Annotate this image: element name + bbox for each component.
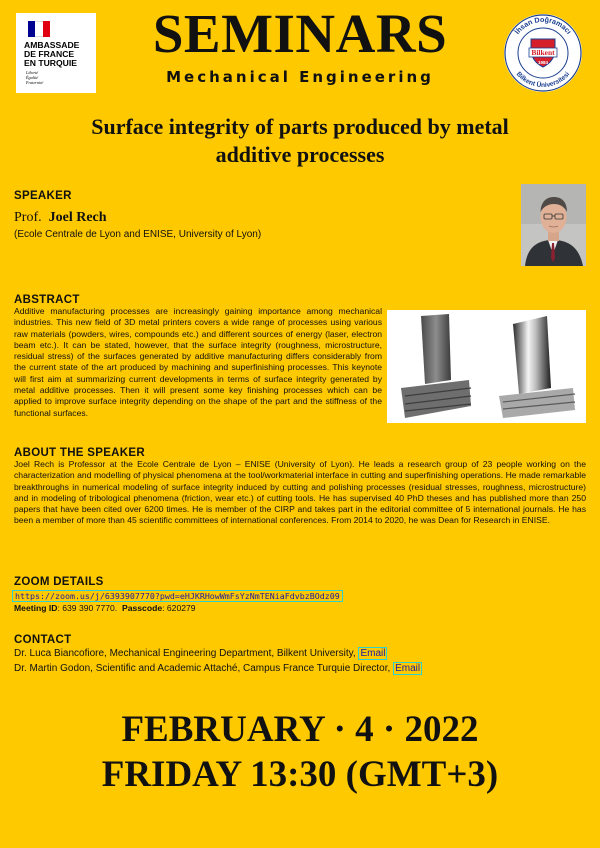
zoom-heading: ZOOM DETAILS <box>14 576 104 588</box>
event-date: FEBRUARY · 4 · 2022 <box>121 709 479 750</box>
seal-ring-bottom-text: Bilkent Üniversitesi <box>514 70 572 89</box>
about-heading: ABOUT THE SPEAKER <box>14 447 145 459</box>
event-time: FRIDAY 13:30 (GMT+3) <box>101 754 499 795</box>
contact-line-2: Dr. Martin Godon, Scientific and Academic Attaché, Campus France Turquie Director, Email <box>14 663 421 674</box>
embassy-name: AMBASSADE DE FRANCE EN TURQUIE <box>24 40 80 68</box>
email-link-2[interactable]: Email <box>395 663 421 674</box>
speaker-photo <box>521 184 586 266</box>
speaker-name: Prof. Joel Rech <box>14 210 107 225</box>
seal-year: 1984 <box>537 60 549 65</box>
contact-line-1: Dr. Luca Biancofiore, Mechanical Engineering Department, Bilkent University, Email <box>14 648 386 659</box>
contact-heading: CONTACT <box>14 634 72 646</box>
email-link-1[interactable]: Email <box>360 648 386 659</box>
abstract-heading: ABSTRACT <box>14 294 80 306</box>
zoom-meeting-info: Meeting ID: 639 390 7770. Passcode: 620279 <box>14 603 196 613</box>
turbine-blades-image <box>387 310 586 423</box>
talk-title: Surface integrity of parts produced by metal additive processes <box>91 114 509 167</box>
seal-center-text: Bilkent <box>531 48 555 58</box>
page-subtitle: Mechanical Engineering <box>166 68 434 86</box>
embassy-motto: Liberté Égalité Fraternité <box>26 70 44 85</box>
about-text: Joel Rech is Professor at the Ecole Centrale de Lyon – ENISE (University of Lyon). He leads a research group of 23 people working on the characterization and modelling of physical phenomena at the tool/workmaterial interface in cutting and superfinishing operations. He made remarkable breakthroughs in numerical modeling of surface integrity induced by cutting and polishing processes (residual stresses, roughness, microstructure) and in modeling of tribological phenomena (friction, wear etc.) of cutting tools. He has supervised 40 PhD theses and has published more than 250 papers that have been cited over 6200 times. He is member of the CIRP and takes part in the editorial committee of 5 international journals. He has been a member of more than 45 scientific committees of international conferences. From 2014 to 2020, he was Dean for Research in ENISE. <box>14 459 586 526</box>
seal-ring-top-text: İhsan Doğramacı <box>512 14 574 36</box>
abstract-text: Additive manufacturing processes are increasingly gaining importance among mechanical industries. This new field of 3D metal printers covers a wide range of processes using various raw materials (powders, wires, compounds etc.) and different sources of energy (laser, electron beam etc.). It can be stated, however, that the surface integrity (roughness, microstructure, residual stress) of the surfaces generated by additive manufacturing differs considerably from the current state of the art produced by machining and superfinishing processes. This keynote will first aim at summarizing current developments in terms of surface integrity generated by metal additive processes. Then it will present some key finishing processes which can be applied to improve surface integrity depending on the shape of the part and the stiffness of the functional surfaces. <box>14 306 382 418</box>
speaker-heading: SPEAKER <box>14 190 72 202</box>
zoom-link[interactable]: https://zoom.us/j/6393907770?pwd=eHJKRHowWmFsYzNmTENiaFdvbzBOdz09 <box>12 590 343 602</box>
bilkent-seal-logo <box>503 13 583 93</box>
speaker-affiliation: (Ecole Centrale de Lyon and ENISE, University of Lyon) <box>14 229 262 240</box>
page-title: SEMINARS <box>152 3 448 64</box>
